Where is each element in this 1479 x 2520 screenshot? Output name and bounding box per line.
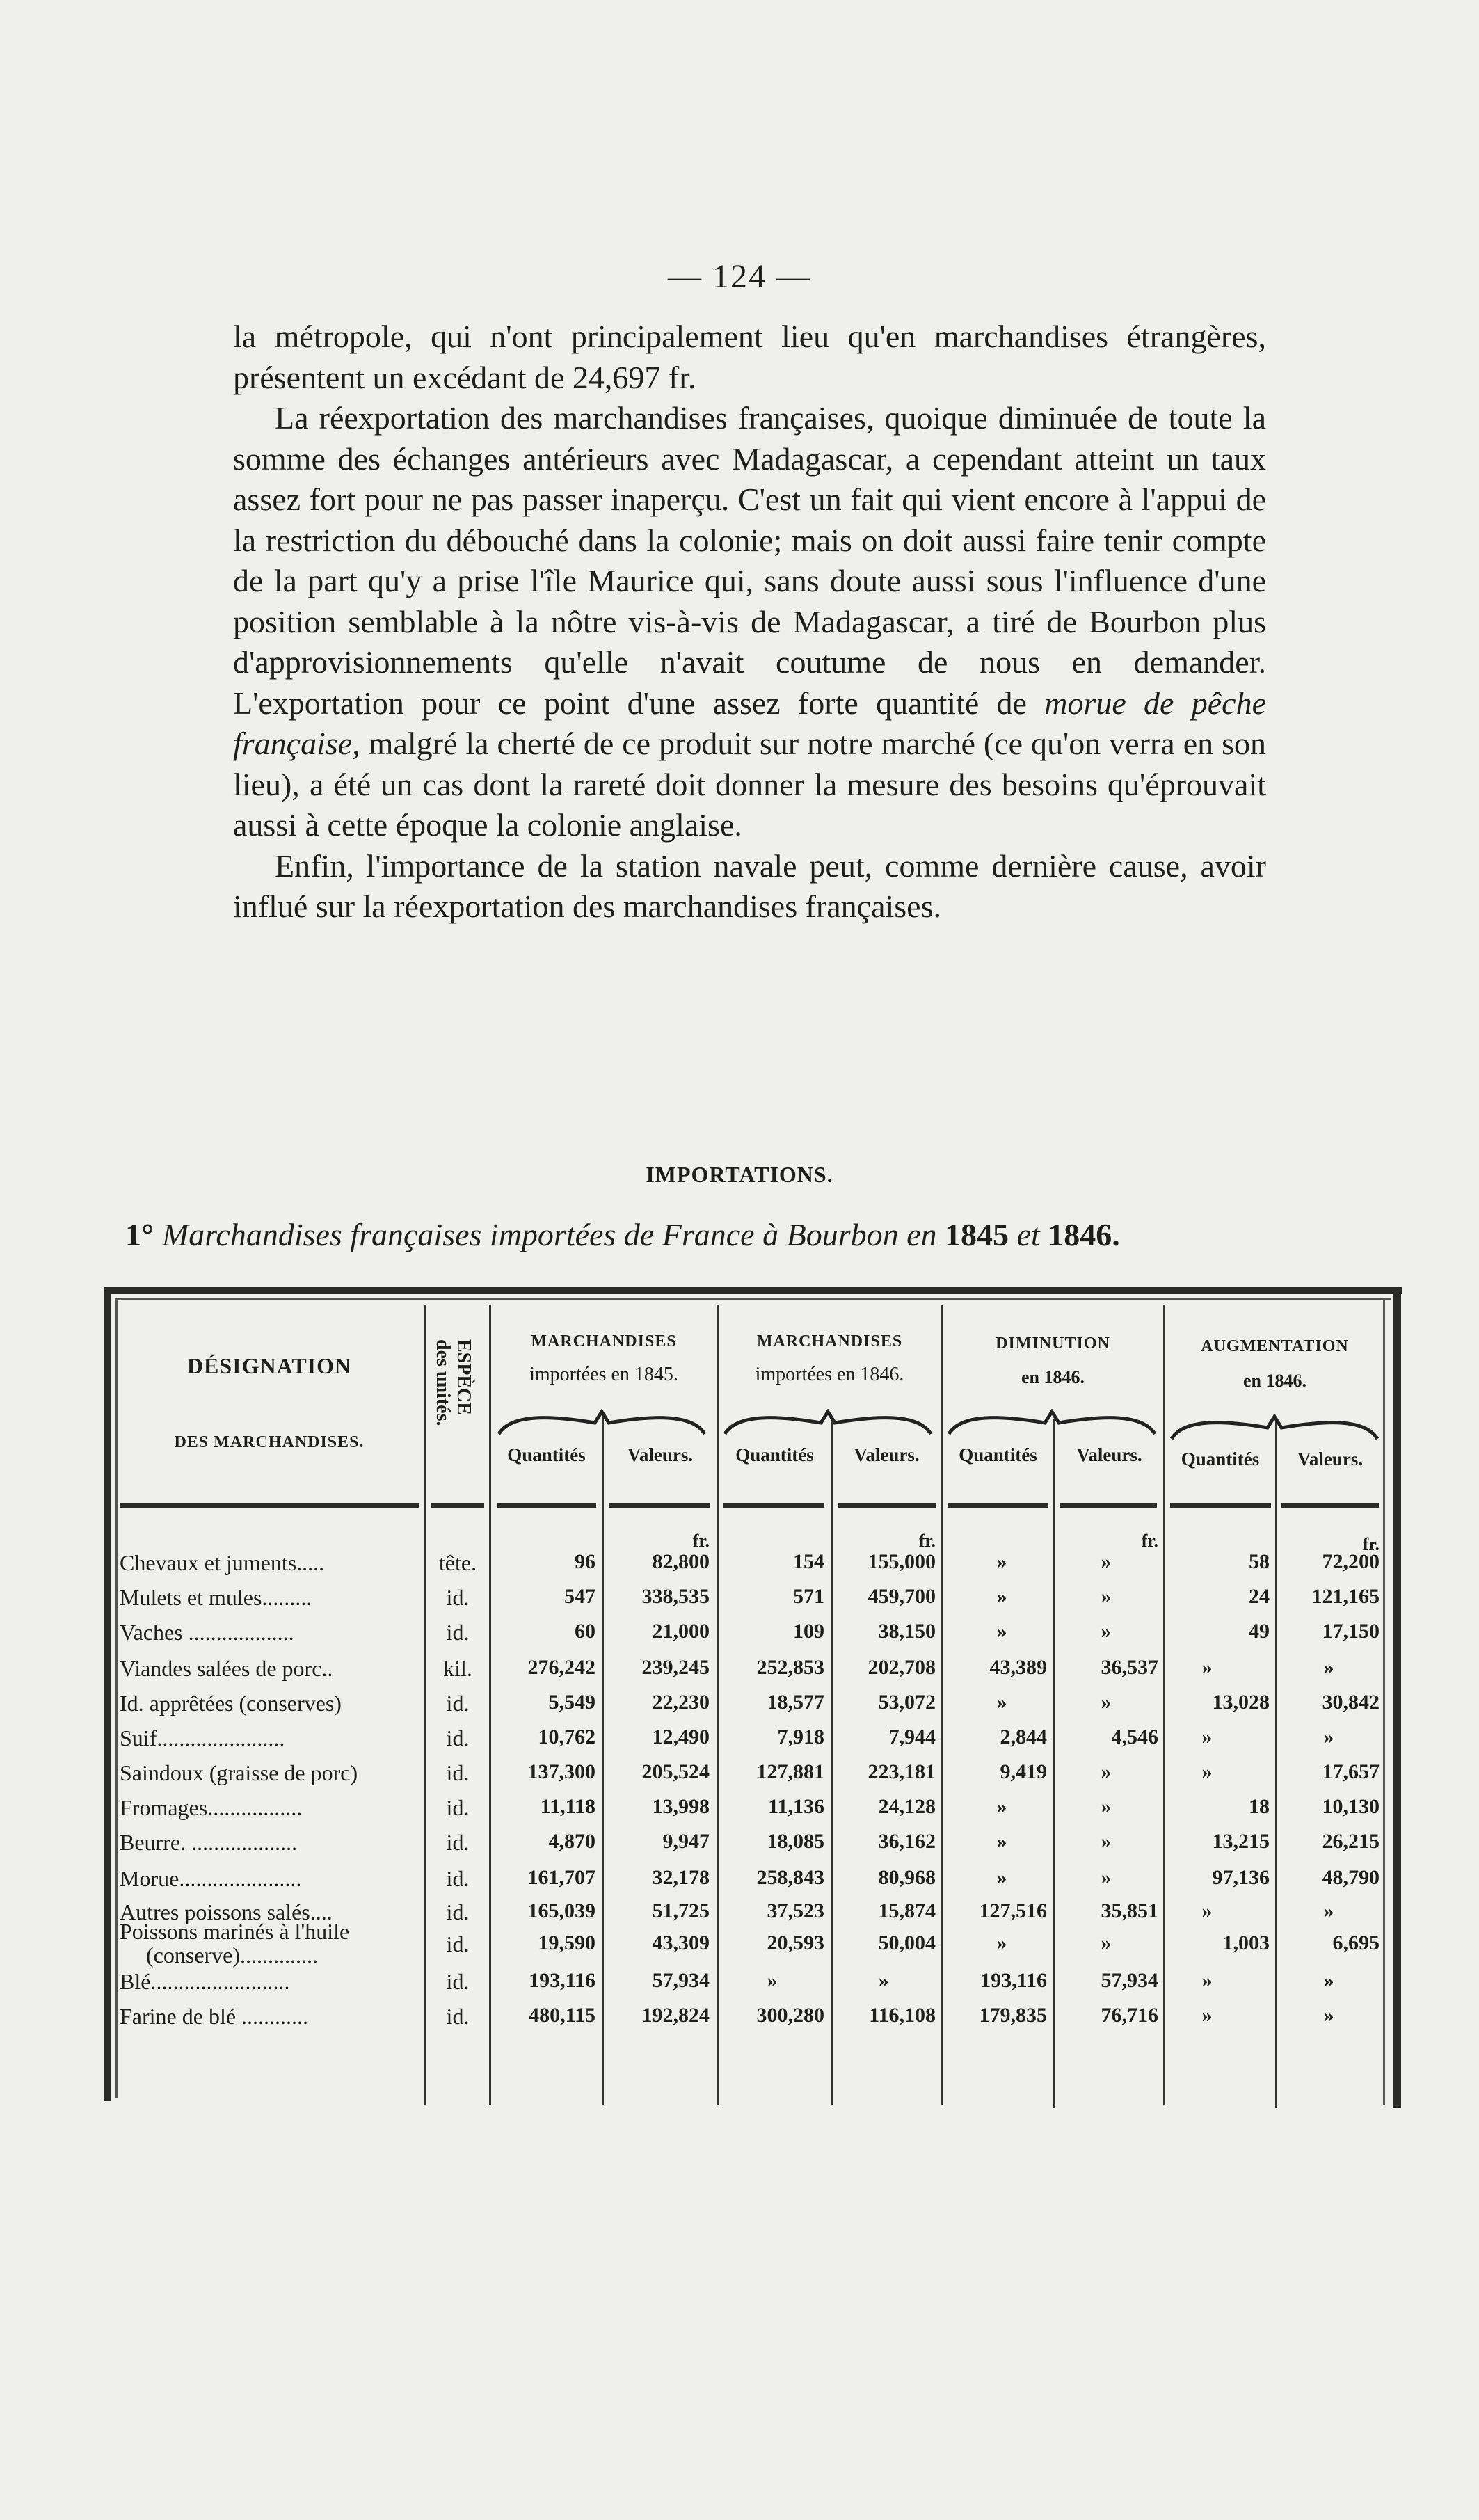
header-rule (497, 1503, 596, 1508)
brace-icon (1170, 1414, 1379, 1442)
cell-aug-q: » (1201, 1656, 1213, 1679)
row-designation: Suif....................... (120, 1725, 285, 1751)
cell-dim-v: » (1101, 1550, 1112, 1573)
header-1845: MARCHANDISES (531, 1332, 677, 1350)
header-rule (609, 1503, 710, 1508)
colhead-quantites-aug: Quantités (1181, 1449, 1260, 1469)
cell-dim-q: 43,389 (989, 1656, 1047, 1679)
header-1846: MARCHANDISES (756, 1332, 903, 1350)
row-designation: Saindoux (graisse de porc) (120, 1760, 358, 1785)
currency-unit: fr. (692, 1531, 710, 1551)
header-rule (948, 1503, 1048, 1508)
colhead-valeurs-dim: Valeurs. (1076, 1444, 1142, 1465)
row-unit: id. (446, 1585, 470, 1610)
cell-aug-q: 18 (1249, 1795, 1270, 1818)
cell-dim-v: 36,537 (1101, 1656, 1158, 1679)
cell-dim-v: » (1101, 1866, 1112, 1889)
brace-icon (948, 1409, 1156, 1437)
colhead-valeurs-aug: Valeurs. (1297, 1449, 1364, 1469)
colhead-valeurs-1846: Valeurs. (854, 1444, 920, 1465)
cell-aug-v: 48,790 (1322, 1866, 1380, 1889)
header-diminution-sub: en 1846. (1021, 1367, 1085, 1387)
paragraph-2-italic: morue de pêche française (233, 685, 1266, 761)
cell-dim-q: 193,116 (980, 1969, 1047, 1992)
cell-v1845: 82,800 (652, 1550, 710, 1573)
table-frame-left (104, 1287, 111, 2101)
cell-aug-v: » (1323, 1656, 1334, 1679)
cell-q1845: 4,870 (548, 1830, 595, 1853)
body-text (233, 317, 1266, 927)
cell-dim-q: » (996, 1691, 1007, 1714)
header-espece-line1: ESPÈCE (453, 1339, 474, 1415)
cell-dim-v: » (1101, 1620, 1112, 1643)
cell-q1846: 154 (793, 1550, 824, 1573)
row-unit: id. (446, 1830, 470, 1855)
table-title-italic: Marchandises françaises importées de France à Bourbon en (161, 1217, 937, 1252)
cell-v1845: 21,000 (652, 1620, 710, 1643)
row-unit: kil. (443, 1656, 472, 1681)
cell-v1845: 13,998 (652, 1795, 710, 1818)
table-title-prefix: 1° (125, 1217, 154, 1252)
header-augmentation: AUGMENTATION (1201, 1337, 1349, 1355)
colhead-valeurs-1845: Valeurs. (627, 1444, 694, 1465)
currency-unit: fr. (1362, 1534, 1380, 1554)
cell-aug-v: 17,657 (1322, 1760, 1380, 1783)
cell-dim-q: » (996, 1931, 1007, 1954)
cell-dim-q: » (996, 1620, 1007, 1643)
cell-aug-v: 10,130 (1322, 1795, 1380, 1818)
cell-aug-v: 17,150 (1322, 1620, 1380, 1643)
cell-q1845: 547 (564, 1585, 595, 1608)
cell-q1845: 480,115 (529, 2004, 595, 2027)
cell-v1845: 22,230 (652, 1691, 710, 1714)
cell-v1845: 239,245 (641, 1656, 710, 1679)
cell-q1845: 276,242 (527, 1656, 595, 1679)
cell-aug-v: 30,842 (1322, 1691, 1380, 1714)
cell-aug-q: » (1201, 1725, 1213, 1748)
cell-aug-v: 6,695 (1332, 1931, 1380, 1954)
row-designation: Blé......................... (120, 1969, 290, 1994)
cell-q1845: 193,116 (529, 1969, 595, 1992)
cell-aug-q: » (1201, 1899, 1213, 1922)
cell-v1845: 338,535 (641, 1585, 710, 1608)
row-designation: Chevaux et juments..... (120, 1550, 325, 1575)
row-unit: id. (446, 1620, 470, 1645)
table-title (125, 1216, 1391, 1253)
cell-q1845: 161,707 (527, 1866, 595, 1889)
row-unit: tête. (438, 1550, 477, 1575)
row-designation: Poissons marinés à l'huile (120, 1919, 350, 1944)
cell-q1846: 11,136 (768, 1795, 824, 1818)
header-designation-sub: DES MARCHANDISES. (174, 1433, 365, 1451)
cell-v1845: 12,490 (652, 1725, 710, 1748)
row-unit: id. (446, 1866, 470, 1891)
header-augmentation-sub: en 1846. (1243, 1371, 1306, 1391)
row-unit: id. (446, 2004, 470, 2029)
cell-dim-q: » (996, 1550, 1007, 1573)
cell-v1845: 205,524 (641, 1760, 710, 1783)
cell-q1846: 127,881 (756, 1760, 824, 1783)
cell-aug-q: 1,003 (1222, 1931, 1270, 1954)
cell-dim-v: » (1101, 1691, 1112, 1714)
cell-v1846: 53,072 (878, 1691, 936, 1714)
brace-icon (497, 1409, 706, 1437)
cell-dim-v: 4,546 (1111, 1725, 1158, 1748)
cell-aug-v: » (1323, 1725, 1334, 1748)
table-frame-top-inner (118, 1298, 1391, 1300)
cell-v1845: 32,178 (652, 1866, 710, 1889)
cell-q1846: 571 (793, 1585, 824, 1608)
row-designation: Id. apprêtées (conserves) (120, 1691, 342, 1716)
cell-v1846: 155,000 (868, 1550, 936, 1573)
header-rule (1060, 1503, 1157, 1508)
cell-v1845: 9,947 (662, 1830, 710, 1853)
cell-q1845: 165,039 (527, 1899, 595, 1922)
cell-q1845: 137,300 (527, 1760, 595, 1783)
cell-dim-v: » (1101, 1830, 1112, 1853)
cell-v1846: 116,108 (869, 2004, 936, 2027)
paragraph-2-part-1: La réexportation des marchandises françaises, quoique diminuée de toute la somme des échanges antérieurs avec Madagascar, a cependant atteint un taux assez fort pour ne pas passer inaperçu. C'est un fait qui vient encore à l'appui de la restriction du débouché dans la colonie; mais on doit aussi faire tenir compte de la part qu'y a prise l'île Maurice qui, sans doute aussi sous l'influence d'une position semblable à la nôtre vis-à-vis de Madagascar, a tiré de Bourbon plus d'approvisionnements qu'elle n'avait coutume de nous en demander. L'exportation pour ce point d'une assez forte quantité de (233, 400, 1266, 721)
header-rule (120, 1503, 419, 1508)
row-designation: Beurre. ................... (120, 1830, 298, 1855)
row-designation: Farine de blé ............ (120, 2004, 309, 2029)
cell-q1846: 18,085 (767, 1830, 824, 1853)
cell-dim-q: 9,419 (1000, 1760, 1047, 1783)
cell-v1846: 459,700 (868, 1585, 936, 1608)
paragraph-2 (233, 398, 1266, 846)
cell-q1846: 20,593 (767, 1931, 824, 1954)
cell-v1846: 202,708 (868, 1656, 936, 1679)
currency-unit: fr. (1141, 1531, 1158, 1551)
header-1845-sub: importées en 1845. (529, 1364, 678, 1385)
cell-q1845: 10,762 (538, 1725, 595, 1748)
cell-q1846: 258,843 (756, 1866, 824, 1889)
table-title-year1: 1845 (945, 1217, 1009, 1252)
cell-aug-v: 121,165 (1311, 1585, 1380, 1608)
row-designation-cont: (conserve).............. (146, 1943, 319, 1968)
row-unit: id. (446, 1899, 470, 1924)
cell-aug-q: 24 (1249, 1585, 1270, 1608)
brace-icon (723, 1409, 932, 1437)
cell-q1846: 18,577 (767, 1691, 824, 1714)
cell-v1846: 80,968 (878, 1866, 936, 1889)
cell-q1845: 19,590 (538, 1931, 595, 1954)
cell-q1845: 96 (575, 1550, 595, 1573)
row-unit: id. (446, 1691, 470, 1716)
cell-aug-q: » (1201, 1760, 1213, 1783)
cell-dim-v: » (1101, 1760, 1112, 1783)
row-designation: Viandes salées de porc.. (120, 1656, 333, 1681)
row-designation: Morue...................... (120, 1866, 302, 1891)
row-unit: id. (446, 1760, 470, 1785)
cell-q1845: 11,118 (540, 1795, 595, 1818)
row-unit: id. (446, 1969, 470, 1994)
cell-q1846: » (767, 1969, 778, 1992)
header-1846-sub: importées en 1846. (755, 1364, 904, 1385)
cell-aug-q: 58 (1249, 1550, 1270, 1573)
cell-dim-q: 179,835 (979, 2004, 1047, 2027)
cell-aug-v: » (1323, 1969, 1334, 1992)
colhead-quantites-dim: Quantités (959, 1444, 1037, 1465)
cell-v1846: 15,874 (878, 1899, 936, 1922)
row-unit: id. (446, 1725, 470, 1751)
header-rule (1170, 1503, 1271, 1508)
cell-aug-v: » (1323, 2004, 1334, 2027)
cell-v1846: 38,150 (878, 1620, 936, 1643)
cell-dim-v: » (1101, 1585, 1112, 1608)
cell-v1846: 24,128 (878, 1795, 936, 1818)
header-rule (1281, 1503, 1379, 1508)
header-espece-line2: des unités. (432, 1339, 454, 1426)
paragraph-2-part-2: , malgré la cherté de ce produit sur notre marché (ce qu'on verra en son lieu), a été un cas dont la rareté doit donner la mesure des besoins qu'éprouvait aussi à cette époque la colonie anglaise. (233, 726, 1266, 843)
cell-v1846: » (878, 1969, 889, 1992)
cell-q1846: 300,280 (756, 2004, 824, 2027)
cell-v1846: 7,944 (888, 1725, 936, 1748)
cell-q1846: 37,523 (767, 1899, 824, 1922)
cell-aug-q: 13,028 (1212, 1691, 1270, 1714)
cell-aug-v: 72,200 (1322, 1550, 1380, 1573)
cell-q1846: 7,918 (777, 1725, 824, 1748)
paragraph-1: la métropole, qui n'ont principalement lieu qu'en marchandises étrangères, présentent un excédant de 24,697 fr. (233, 319, 1266, 395)
cell-v1846: 50,004 (878, 1931, 936, 1954)
table-frame-right (1393, 1294, 1401, 2108)
header-rule (838, 1503, 936, 1508)
row-unit: id. (446, 1795, 470, 1820)
cell-dim-q: 2,844 (1000, 1725, 1047, 1748)
table-frame-right-inner (1383, 1298, 1385, 2105)
cell-aug-q: 97,136 (1212, 1866, 1270, 1889)
cell-dim-q: » (996, 1866, 1007, 1889)
cell-aug-q: 49 (1249, 1620, 1270, 1643)
table-frame-top (104, 1287, 1402, 1294)
row-unit: id. (446, 1931, 470, 1956)
cell-aug-q: » (1201, 1969, 1213, 1992)
page-number: — 124 — (668, 258, 811, 295)
table-title-year2: 1846. (1048, 1217, 1120, 1252)
table-title-conj: et (1016, 1217, 1040, 1252)
cell-v1845: 51,725 (652, 1899, 710, 1922)
cell-dim-v: 76,716 (1101, 2004, 1158, 2027)
paragraph-3: Enfin, l'importance de la station navale peut, comme dernière cause, avoir influé sur la réexportation des marchandises françaises. (233, 847, 1266, 924)
cell-q1846: 252,853 (756, 1656, 824, 1679)
cell-q1845: 5,549 (548, 1691, 595, 1714)
cell-q1845: 60 (575, 1620, 595, 1643)
cell-dim-v: » (1101, 1795, 1112, 1818)
table-frame-left-inner (115, 1298, 118, 2098)
cell-dim-q: » (996, 1585, 1007, 1608)
row-designation: Fromages................. (120, 1795, 303, 1820)
cell-dim-q: 127,516 (979, 1899, 1047, 1922)
cell-dim-q: » (996, 1830, 1007, 1853)
cell-dim-q: » (996, 1795, 1007, 1818)
currency-unit: fr. (918, 1531, 936, 1551)
colhead-quantites-1846: Quantités (735, 1444, 814, 1465)
cell-v1845: 43,309 (652, 1931, 710, 1954)
row-designation: Vaches ................... (120, 1620, 294, 1645)
cell-aug-v: » (1323, 1899, 1334, 1922)
cell-aug-q: » (1201, 2004, 1213, 2027)
cell-v1845: 57,934 (652, 1969, 710, 1992)
section-title: IMPORTATIONS. (646, 1162, 833, 1187)
header-designation: DÉSIGNATION (186, 1353, 352, 1378)
cell-dim-v: 35,851 (1101, 1899, 1158, 1922)
header-espece (426, 1339, 481, 1499)
row-designation: Mulets et mules......... (120, 1585, 312, 1610)
cell-dim-v: 57,934 (1101, 1969, 1158, 1992)
header-rule (431, 1503, 484, 1508)
colhead-quantites-1845: Quantités (507, 1444, 586, 1465)
imports-table (104, 1287, 1405, 2108)
cell-v1845: 192,824 (641, 2004, 710, 2027)
cell-q1846: 109 (793, 1620, 824, 1643)
header-rule (723, 1503, 824, 1508)
cell-dim-v: » (1101, 1931, 1112, 1954)
row-designation: Autres poissons salés.... (120, 1899, 333, 1924)
cell-aug-q: 13,215 (1212, 1830, 1270, 1853)
header-diminution: DIMINUTION (996, 1334, 1110, 1353)
cell-aug-v: 26,215 (1322, 1830, 1380, 1853)
cell-v1846: 223,181 (868, 1760, 936, 1783)
cell-v1846: 36,162 (878, 1830, 936, 1853)
